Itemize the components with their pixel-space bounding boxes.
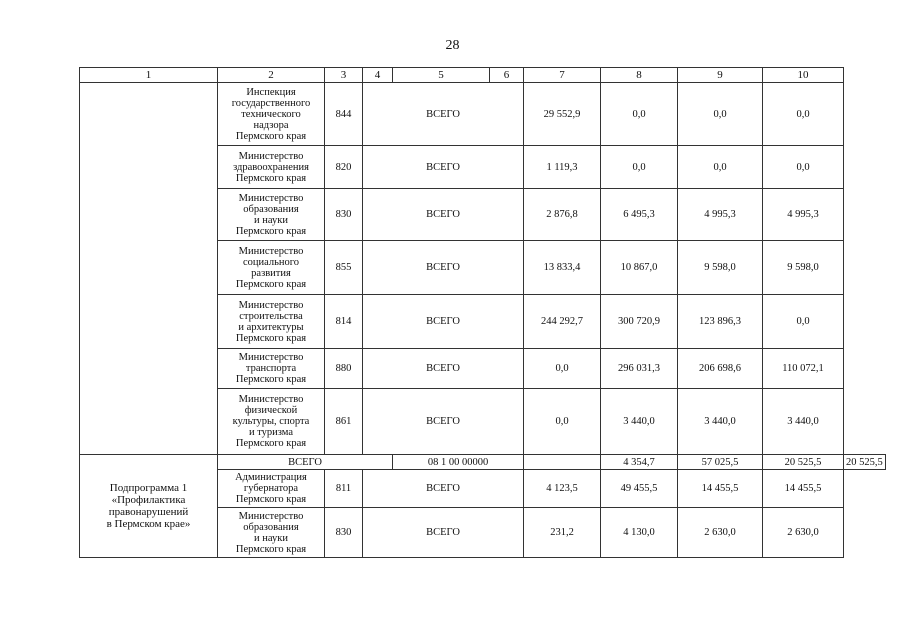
table-row <box>80 83 886 146</box>
value-col-8: 296 031,3 <box>601 349 678 389</box>
organization-name-line: Пермского края <box>235 172 307 184</box>
value-col-9: 4 995,3 <box>678 189 763 241</box>
organization-name-line: Министерство <box>238 150 304 162</box>
organization-name-line: Администрация <box>235 472 307 483</box>
organization-name-line: образования <box>243 521 299 533</box>
subprogram-total-label: ВСЕГО <box>218 455 393 470</box>
organization-name-line: здравоохранения <box>233 161 309 173</box>
organization-name-line: Министерство <box>238 394 304 405</box>
program-name-cell <box>80 83 218 455</box>
organization-name-line: Пермского края <box>235 130 307 142</box>
subprogram-total-row <box>80 455 886 470</box>
organization-name-line: Пермского края <box>235 374 307 385</box>
value-col-7: 4 123,5 <box>524 470 601 508</box>
value-col-8: 0,0 <box>601 146 678 189</box>
organization-name-line: Пермского края <box>235 225 307 237</box>
value-col-8: 3 440,0 <box>601 389 678 455</box>
row-total-label: ВСЕГО <box>363 83 524 146</box>
row-total-label: ВСЕГО <box>363 470 524 508</box>
value-col-10: 4 995,3 <box>763 189 844 241</box>
col-header-7: 7 <box>524 68 601 83</box>
organization-name-line: физической <box>244 405 298 416</box>
row-total-label: ВСЕГО <box>363 241 524 295</box>
value-col-7: 1 119,3 <box>524 146 601 189</box>
organization-name-line: и туризма <box>248 427 294 438</box>
value-col-8: 4 130,0 <box>601 508 678 558</box>
budget-code: 861 <box>325 389 363 455</box>
col-header-6: 6 <box>490 68 524 83</box>
value-col-8: 49 455,5 <box>601 470 678 508</box>
row-total-label: ВСЕГО <box>363 508 524 558</box>
col-header-9: 9 <box>678 68 763 83</box>
organization-name-line: надзора <box>253 119 289 131</box>
budget-table <box>79 67 886 558</box>
value-col-10: 14 455,5 <box>763 470 844 508</box>
organization-name <box>218 470 325 508</box>
organization-name-line: Министерство <box>238 510 304 522</box>
row-total-label: ВСЕГО <box>363 295 524 349</box>
value-col-9: 0,0 <box>678 146 763 189</box>
subprogram-name-line: Подпрограмма 1 <box>109 482 188 494</box>
col-header-5: 5 <box>393 68 490 83</box>
value-col-9: 9 598,0 <box>678 241 763 295</box>
organization-name-line: и науки <box>254 532 288 544</box>
organization-name <box>218 146 325 189</box>
value-col-10: 9 598,0 <box>763 241 844 295</box>
value-col-7: 244 292,7 <box>524 295 601 349</box>
value-col-8: 6 495,3 <box>601 189 678 241</box>
value-col-9: 20 525,5 <box>763 455 844 470</box>
value-col-8: 10 867,0 <box>601 241 678 295</box>
col-header-10: 10 <box>763 68 844 83</box>
value-col-9: 14 455,5 <box>678 470 763 508</box>
organization-name-line: Министерство <box>238 245 304 257</box>
value-col-8: 57 025,5 <box>678 455 763 470</box>
value-col-10: 3 440,0 <box>763 389 844 455</box>
col-header-2: 2 <box>218 68 325 83</box>
organization-name-line: технического <box>241 108 301 120</box>
value-col-10: 0,0 <box>763 146 844 189</box>
value-col-10: 2 630,0 <box>763 508 844 558</box>
organization-name-line: Пермского края <box>235 332 307 344</box>
col-header-3: 3 <box>325 68 363 83</box>
organization-name-line: и архитектуры <box>238 321 304 333</box>
col-header-4: 4 <box>363 68 393 83</box>
row-total-label: ВСЕГО <box>363 189 524 241</box>
organization-name <box>218 295 325 349</box>
organization-name-line: Пермского края <box>235 438 307 449</box>
organization-name <box>218 83 325 146</box>
column-number-row <box>80 68 886 83</box>
value-col-7: 4 354,7 <box>601 455 678 470</box>
subprogram-code: 08 1 00 00000 <box>393 455 524 470</box>
organization-name-line: Пермского края <box>235 543 307 555</box>
subprogram-name <box>80 455 218 558</box>
budget-code: 830 <box>325 189 363 241</box>
organization-name-line: и науки <box>254 214 288 226</box>
value-col-10: 110 072,1 <box>763 349 844 389</box>
subprogram-name-line: правонарушений <box>108 506 189 518</box>
value-col-7: 231,2 <box>524 508 601 558</box>
row-total-label: ВСЕГО <box>363 389 524 455</box>
organization-name-line: транспорта <box>245 363 297 374</box>
value-col-8: 300 720,9 <box>601 295 678 349</box>
value-col-9: 206 698,6 <box>678 349 763 389</box>
organization-name-line: строительства <box>239 310 303 322</box>
row-total-label: ВСЕГО <box>363 146 524 189</box>
empty-cell-6 <box>524 455 601 470</box>
organization-name <box>218 241 325 295</box>
value-col-7: 13 833,4 <box>524 241 601 295</box>
value-col-10: 20 525,5 <box>844 455 886 470</box>
organization-name-line: государственного <box>231 97 311 109</box>
budget-code: 880 <box>325 349 363 389</box>
value-col-7: 0,0 <box>524 389 601 455</box>
organization-name-line: Пермского края <box>235 278 307 290</box>
organization-name-line: социального <box>242 256 300 268</box>
organization-name-line: губернатора <box>243 483 299 494</box>
col-header-1: 1 <box>80 68 218 83</box>
organization-name-line: Министерство <box>238 299 304 311</box>
budget-code: 814 <box>325 295 363 349</box>
subprogram-name-line: в Пермском крае» <box>106 518 191 530</box>
value-col-9: 0,0 <box>678 83 763 146</box>
budget-code: 811 <box>325 470 363 508</box>
col-header-8: 8 <box>601 68 678 83</box>
organization-name-line: Инспекция <box>246 86 296 98</box>
organization-name-line: Пермского края <box>235 494 307 505</box>
budget-code: 855 <box>325 241 363 295</box>
budget-code: 820 <box>325 146 363 189</box>
organization-name-line: Министерство <box>238 352 304 363</box>
organization-name-line: образования <box>243 203 299 215</box>
organization-name-line: культуры, спорта <box>232 416 310 427</box>
organization-name-line: Министерство <box>238 192 304 204</box>
budget-code: 830 <box>325 508 363 558</box>
budget-code: 844 <box>325 83 363 146</box>
page-number: 28 <box>445 38 460 53</box>
value-col-7: 2 876,8 <box>524 189 601 241</box>
organization-name <box>218 508 325 558</box>
value-col-10: 0,0 <box>763 295 844 349</box>
value-col-9: 3 440,0 <box>678 389 763 455</box>
value-col-7: 29 552,9 <box>524 83 601 146</box>
value-col-9: 123 896,3 <box>678 295 763 349</box>
subprogram-name-line: «Профилактика <box>111 494 186 506</box>
value-col-8: 0,0 <box>601 83 678 146</box>
organization-name <box>218 389 325 455</box>
value-col-7: 0,0 <box>524 349 601 389</box>
organization-name <box>218 189 325 241</box>
row-total-label: ВСЕГО <box>363 349 524 389</box>
organization-name <box>218 349 325 389</box>
value-col-10: 0,0 <box>763 83 844 146</box>
organization-name-line: развития <box>251 267 291 279</box>
value-col-9: 2 630,0 <box>678 508 763 558</box>
